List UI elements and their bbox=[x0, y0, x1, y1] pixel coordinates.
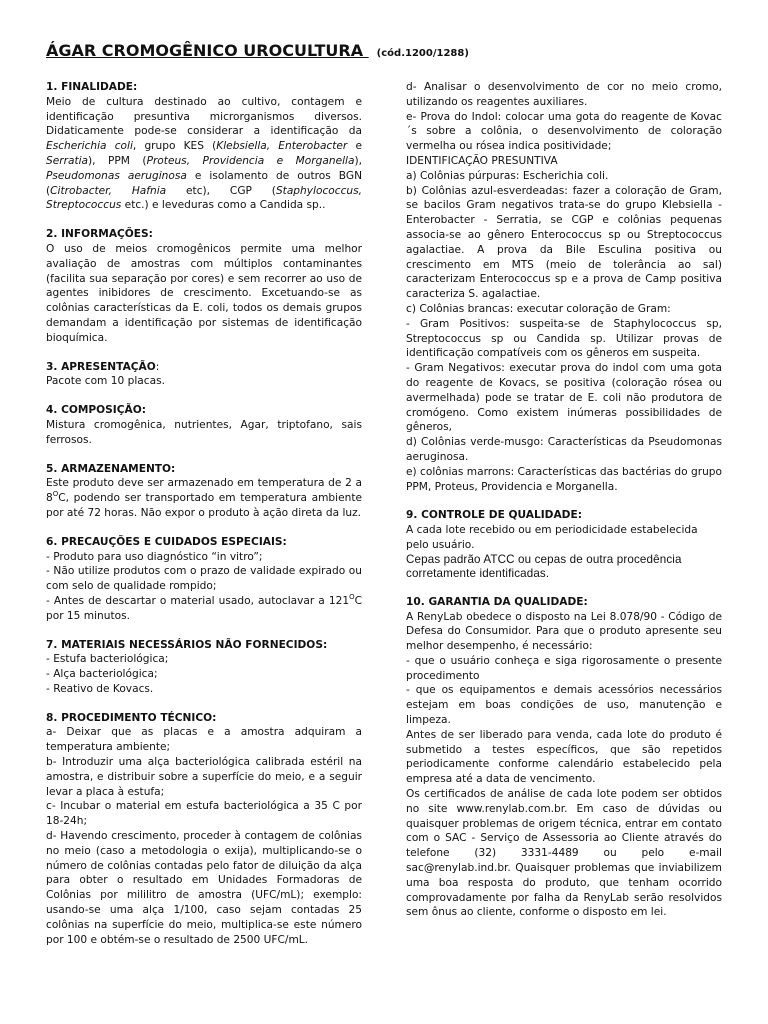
procedure-step: d- Analisar o desenvolvimento de cor no meio cromo, utilizando os reagentes auxiliares. bbox=[406, 81, 722, 108]
identification-item: d) Colônias verde-musgo: Características da Pseudomonas aeruginosa. bbox=[406, 436, 722, 463]
degree-mark: O bbox=[52, 490, 59, 499]
section-heading: 8. PROCEDIMENTO TÉCNICO: bbox=[46, 711, 217, 724]
section-composicao bbox=[46, 403, 362, 447]
section-heading: 5. ARMAZENAMENTO: bbox=[46, 462, 176, 475]
text-run: etc), CGP ( bbox=[166, 184, 276, 197]
list-item: - Reativo de Kovacs. bbox=[46, 682, 154, 695]
text-run: C, podendo ser transportado em temperatura ambiente por até 72 horas. Não expor o produto à ação direta da luz. bbox=[46, 492, 362, 519]
section-informacoes bbox=[46, 227, 362, 345]
procedure-step: b- Introduzir uma alça bacteriológica calibrada estéril na amostra, e distribuir sobre a superfície do meio, e a seguir levar a placa à estufa; bbox=[46, 756, 362, 798]
identification-item: - Gram Positivos: suspeita-se de Staphylococcus sp, Streptococcus sp ou Candida sp. Utilizar provas de identificação compatíveis com os gêneros em suspeita. bbox=[406, 317, 722, 360]
left-column bbox=[46, 80, 362, 961]
section-text: Mistura cromogênica, nutrientes, Agar, triptofano, sais ferrosos. bbox=[46, 418, 362, 446]
section-heading: 4. COMPOSIÇÃO: bbox=[46, 404, 146, 417]
italic-run: Klebsiella, Enterobacter bbox=[216, 140, 348, 153]
heading-text: 3. APRESENTAÇÃO bbox=[46, 360, 156, 373]
procedure-step: e- Prova do Indol: colocar uma gota do reagente de Kovac´s sobre a colônia, o desenvolvimento de coloração vermelha ou rósea indica positividade; bbox=[406, 110, 722, 153]
italic-run: Pseudomonas aeruginosa bbox=[46, 169, 187, 182]
list-item: - Alça bacteriológica; bbox=[46, 668, 158, 681]
identification-item: b) Colônias azul-esverdeadas: fazer a coloração de Gram, se bacilos Gram negativos trata-se do grupo Klebsiella - Enterobacter - Serratia, se CGP e colônias pequenas associa-se ao gênero Enterococcus sp ou Streptococcus agalactiae. A prova da Bile Esculina positiva ou crescimento em MTS (meio de tolerância ao sal) caracterizam Enterococcus sp e a prova de Camp positiva caracteriza S. agalactiae. bbox=[406, 184, 722, 301]
section-heading: 2. INFORMAÇÕES: bbox=[46, 228, 153, 241]
italic-run: Citrobacter, Hafnia bbox=[50, 184, 167, 197]
section-controle-qualidade bbox=[406, 508, 722, 580]
italic-run: Proteus, Providencia e Morganella bbox=[146, 154, 355, 167]
section-garantia-qualidade bbox=[406, 595, 722, 921]
heading-colon: : bbox=[155, 360, 160, 373]
identification-item: c) Colônias brancas: executar coloração de Gram: bbox=[406, 302, 671, 315]
right-column bbox=[406, 80, 722, 934]
identification-item: - Gram Negativos: executar prova do indol com uma gota do reagente de Kovacs, se positiva (coloração rósea ou avermelhada) pode se tratar de E. coli não produtora de cromógeno. Como existem inúmeras possibilidades de gêneros, bbox=[406, 362, 722, 434]
section-text: Antes de ser liberado para venda, cada lote do produto é submetido a testes específicos, que são repetidos periodicamente conforme calendário estabelecido pela empresa até a data de vencimento. bbox=[406, 728, 722, 786]
product-code: (cód.1200/1288) bbox=[376, 48, 469, 59]
section-heading: 6. PRECAUÇÕES E CUIDADOS ESPECIAIS: bbox=[46, 535, 287, 548]
section-text: - que o usuário conheça e siga rigorosamente o presente procedimento bbox=[406, 654, 722, 682]
procedure-step: c- Incubar o material em estufa bacteriológica a 35 C por 18-24h; bbox=[46, 800, 362, 828]
section-text: O uso de meios cromogênicos permite uma melhor avaliação de amostras com múltiplos contaminantes (facilita sua separação por cores) e sem recorrer ao uso de agentes inibidores de crescimento. Excetuando-se as colônias características da E. coli, todos os demais grupos demandam a identificação por sistemas de identificação bioquímica. bbox=[46, 242, 362, 344]
section-text: A RenyLab obedece o disposto na Lei 8.078/90 - Código de Defesa do Consumidor. Para que o produto apresente seu melhor desempenho, é necessário: bbox=[406, 610, 722, 653]
section-heading: 9. CONTROLE DE QUALIDADE: bbox=[406, 509, 582, 522]
section-heading: 10. GARANTIA DA QUALIDADE: bbox=[406, 595, 588, 608]
text-run: Este produto deve ser armazenado em temperatura de 2 a 8 bbox=[46, 477, 362, 505]
section-text: A cada lote recebido ou em periodicidade estabelecida pelo usuário. bbox=[406, 524, 698, 551]
section-text: Cepas padrão ATCC ou cepas de outra procedência corretamente identificadas. bbox=[406, 552, 682, 580]
text-run: etc.) e leveduras como a Candida sp.. bbox=[121, 199, 326, 212]
section-heading: 7. MATERIAIS NECESSÁRIOS NÃO FORNECIDOS: bbox=[46, 638, 328, 651]
identification-item: a) Colônias púrpuras: Escherichia coli. bbox=[406, 169, 609, 182]
section-text bbox=[46, 95, 362, 213]
section-procedimento bbox=[46, 711, 362, 948]
section-precaucoes bbox=[46, 535, 362, 624]
list-item bbox=[46, 594, 362, 624]
procedure-step: a- Deixar que as placas e a amostra adquiram a temperatura ambiente; bbox=[46, 726, 362, 754]
text-run: ), bbox=[354, 154, 362, 167]
text-run: Meio de cultura destinado ao cultivo, contagem e identificação presuntiva microrganismos diversos. Didaticamente pode-se considerar a identificação da bbox=[46, 95, 362, 138]
italic-run: Escherichia coli bbox=[46, 140, 133, 153]
text-run: , grupo KES ( bbox=[132, 140, 217, 153]
text-run: C por 15 minutos. bbox=[46, 594, 362, 622]
section-text: - que os equipamentos e demais acessórios necessários estejam em boas condições de uso, manutenção e limpeza. bbox=[406, 684, 722, 727]
section-apresentacao bbox=[46, 360, 362, 390]
identification-item: e) colônias marrons: Características das bactérias do grupo PPM, Proteus, Providencia e Morganella. bbox=[406, 465, 722, 493]
list-item: - Produto para uso diagnóstico “in vitro”; bbox=[46, 550, 263, 563]
list-item: - Não utilize produtos com o prazo de validade expirado ou com selo de qualidade rompido; bbox=[46, 565, 362, 593]
procedure-step: d- Havendo crescimento, proceder à contagem de colônias no meio (caso a metodologia o exija), multiplicando-se o número de colônias contadas pelo fator de diluição da alça para obter o resultado em Unidades Formadoras de Colônias por mililitro de amostra (UFC/mL); exemplo: usando-se uma alça 1/100, caso sejam contadas 25 colônias na superfície do meio, multiplica-se este número por 100 e obtém-se o resultado de 2500 UFC/mL. bbox=[46, 830, 362, 946]
section-text: Os certificados de análise de cada lote podem ser obtidos no site www.renylab.com.br. Em caso de dúvidas ou quaisquer problemas de origem técnica, entrar em contato com o SAC - Serviço de Assessoria ao Cliente através do telefone (32) 3331-4489 ou pelo e-mail sac@renylab.ind.br. Quaisquer problemas que inviabilizem uma boa resposta do produto, que tenham ocorrido comprovadamente por falha da RenyLab serão resolvidos sem ônus ao cliente, conforme o disposto em lei. bbox=[406, 788, 722, 919]
section-procedimento-continuacao bbox=[406, 80, 722, 494]
product-title: ÁGAR CROMOGÊNICO UROCULTURA bbox=[46, 41, 369, 60]
subsection-heading: IDENTIFICAÇÃO PRESUNTIVA bbox=[406, 154, 558, 167]
text-run: ), PPM ( bbox=[88, 154, 147, 167]
section-heading bbox=[46, 360, 362, 375]
italic-run: Staphylococcus, Streptococcus bbox=[46, 184, 362, 212]
section-heading: 1. FINALIDADE: bbox=[46, 81, 138, 93]
degree-mark: O bbox=[349, 592, 355, 601]
section-finalidade bbox=[46, 80, 362, 213]
document-title bbox=[46, 41, 469, 62]
section-text: Pacote com 10 placas. bbox=[46, 375, 165, 388]
section-armazenamento bbox=[46, 462, 362, 521]
list-item: - Estufa bacteriológica; bbox=[46, 653, 169, 666]
text-run: - Antes de descartar o material usado, autoclavar a 121 bbox=[46, 594, 350, 607]
italic-run: Serratia bbox=[46, 154, 89, 167]
text-run: e isolamento de outros BGN ( bbox=[46, 169, 362, 197]
section-text bbox=[46, 476, 362, 520]
text-run: e bbox=[347, 140, 362, 153]
section-materiais bbox=[46, 638, 362, 697]
